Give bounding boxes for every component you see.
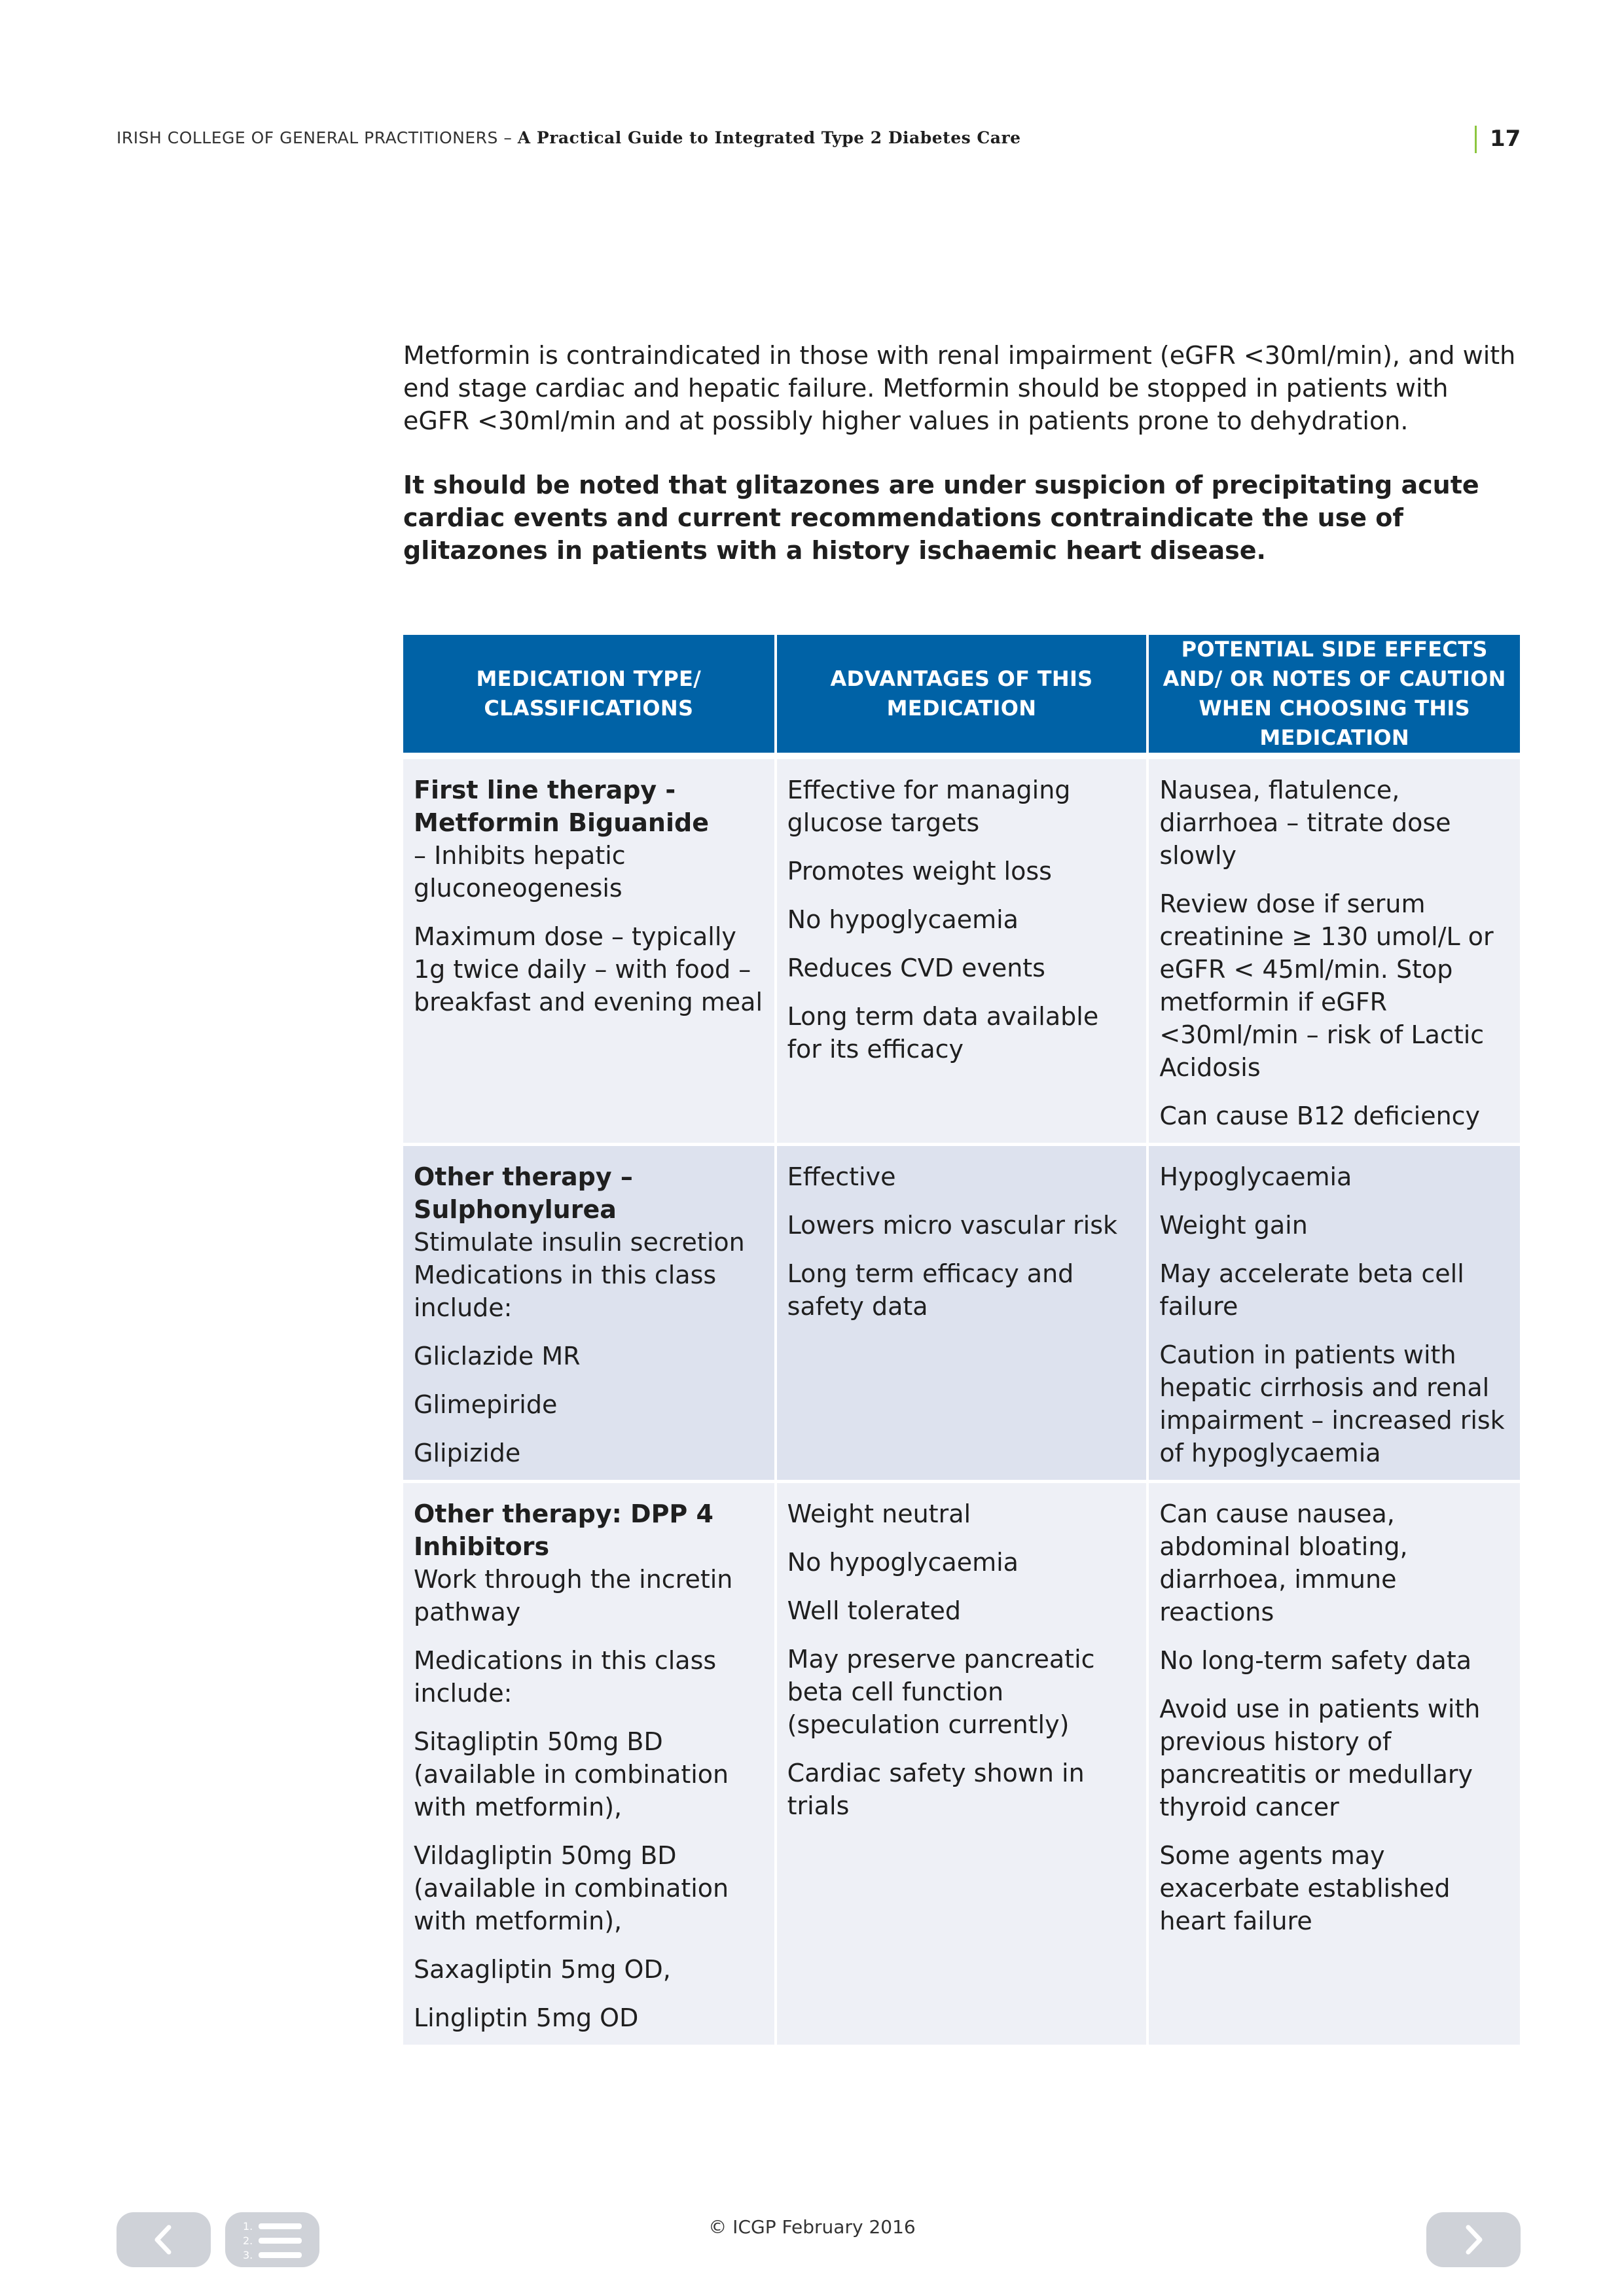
advantage-item: Promotes weight loss	[787, 857, 1052, 886]
page-number-rule	[1475, 126, 1477, 153]
caution-item: Caution in patients with hepatic cirrhosis and renal impairment – increased risk of hypoglycaemia	[1159, 1340, 1505, 1467]
caution-item: Weight gain	[1159, 1211, 1308, 1240]
therapy-line: Maximum dose – typically 1g twice daily – with food – breakfast and evening meal	[414, 922, 763, 1016]
advantage-item: No hypoglycaemia	[787, 1548, 1019, 1577]
advantage-item: Effective	[787, 1162, 896, 1191]
cell-cautions	[1147, 756, 1520, 1145]
advantage-item: Long term data available for its efficacy	[787, 1002, 1099, 1064]
advantage-item: Weight neutral	[787, 1499, 971, 1528]
table-row	[403, 1145, 1520, 1482]
cell-medication-type	[403, 1482, 776, 2045]
therapy-title: Other therapy: DPP 4 Inhibitors	[414, 1499, 713, 1561]
cell-medication-type	[403, 1145, 776, 1482]
header-medication-type: MEDICATION TYPE/ CLASSIFICATIONS	[403, 635, 776, 756]
therapy-line: Sitagliptin 50mg BD (available in combination with metformin),	[414, 1727, 729, 1821]
caution-item: Some agents may exacerbate established heart failure	[1159, 1841, 1451, 1935]
header-org: IRISH COLLEGE OF GENERAL PRACTITIONERS –	[117, 128, 518, 147]
next-page-button[interactable]	[1426, 2212, 1521, 2267]
advantage-item: No hypoglycaemia	[787, 905, 1019, 934]
header-advantages: ADVANTAGES OF THIS MEDICATION	[776, 635, 1148, 756]
caution-item: Can cause B12 deficiency	[1159, 1102, 1481, 1130]
therapy-line: – Inhibits hepatic gluconeogenesis	[414, 841, 626, 903]
header-title: A Practical Guide to Integrated Type 2 Diabetes Care	[517, 128, 1021, 147]
therapy-title: Other therapy – Sulphonylurea	[414, 1162, 633, 1224]
cell-advantages	[776, 756, 1148, 1145]
caution-item: Can cause nausea, abdominal bloating, diarrhoea, immune reactions	[1159, 1499, 1408, 1626]
cell-advantages	[776, 1482, 1148, 2045]
advantage-item: Well tolerated	[787, 1596, 961, 1625]
therapy-line: Glimepiride	[414, 1390, 558, 1419]
intro-paragraph: Metformin is contraindicated in those with renal impairment (eGFR <30ml/min), and with end stage cardiac and hepatic failure. Metformin should be stopped in patients with eGFR <30ml/min and at possibly higher values in patients prone to dehydration.	[403, 341, 1516, 435]
svg-text:3.: 3.	[243, 2249, 253, 2261]
advantage-item: May preserve pancreatic beta cell function (speculation currently)	[787, 1645, 1095, 1739]
chevron-right-icon	[1460, 2223, 1487, 2256]
footer-copyright: © ICGP February 2016	[708, 2216, 916, 2238]
caution-item: Review dose if serum creatinine ≥ 130 umol/L or eGFR < 45ml/min. Stop metformin if eGFR <30ml/min – risk of Lactic Acidosis	[1159, 889, 1494, 1082]
therapy-line: Work through the incretin pathway	[414, 1565, 733, 1626]
cell-cautions	[1147, 1482, 1520, 2045]
caution-item: May accelerate beta cell failure	[1159, 1259, 1464, 1321]
caution-item: Avoid use in patients with previous history of pancreatitis or medullary thyroid cancer	[1159, 1695, 1481, 1821]
body-text	[403, 339, 1520, 567]
table-row	[403, 756, 1520, 1145]
therapy-line: Saxagliptin 5mg OD,	[414, 1955, 671, 1984]
advantage-item: Effective for managing glucose targets	[787, 776, 1071, 837]
medication-table	[403, 635, 1520, 2045]
page-number: 17	[1490, 126, 1521, 152]
svg-text:2.: 2.	[243, 2234, 253, 2247]
glitazone-warning: It should be noted that glitazones are under suspicion of precipitating acute cardiac events and current recommendations contraindicate the use of glitazones in patients with a history ischaemic heart disease.	[403, 471, 1479, 565]
therapy-line: Gliclazide MR	[414, 1342, 581, 1371]
cell-advantages	[776, 1145, 1148, 1482]
therapy-line: Stimulate insulin secretion Medications in this class include:	[414, 1228, 745, 1322]
cell-cautions	[1147, 1145, 1520, 1482]
svg-text:1.: 1.	[243, 2220, 253, 2233]
advantage-item: Lowers micro vascular risk	[787, 1211, 1118, 1240]
advantage-item: Long term efficacy and safety data	[787, 1259, 1074, 1321]
header-side-effects: POTENTIAL SIDE EFFECTS AND/ OR NOTES OF CAUTION WHEN CHOOSING THIS MEDICATION	[1147, 635, 1520, 756]
advantage-item: Cardiac safety shown in trials	[787, 1759, 1085, 1820]
cell-medication-type	[403, 756, 776, 1145]
therapy-title: First line therapy - Metformin Biguanide	[414, 776, 709, 837]
table-row	[403, 1482, 1520, 2045]
caution-item: Hypoglycaemia	[1159, 1162, 1352, 1191]
therapy-line: Glipizide	[414, 1439, 521, 1467]
therapy-line: Lingliptin 5mg OD	[414, 2003, 639, 2032]
table-header-row	[403, 635, 1520, 756]
caution-item: Nausea, flatulence, diarrhoea – titrate dose slowly	[1159, 776, 1451, 870]
therapy-line: Vildagliptin 50mg BD (available in combination with metformin),	[414, 1841, 729, 1935]
therapy-line: Medications in this class include:	[414, 1646, 717, 1708]
advantage-item: Reduces CVD events	[787, 954, 1045, 982]
caution-item: No long-term safety data	[1159, 1646, 1472, 1675]
running-header	[117, 128, 1021, 147]
